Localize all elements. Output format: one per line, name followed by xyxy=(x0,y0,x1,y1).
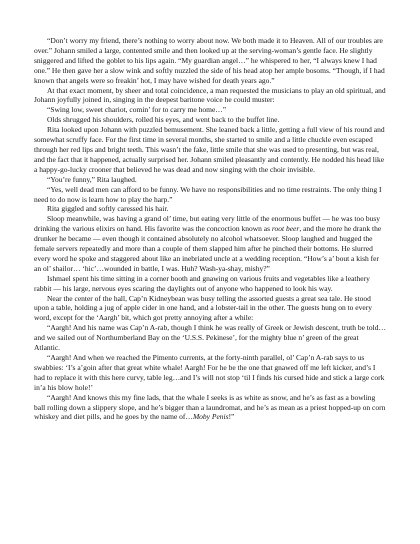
paragraph: “You’re funny,” Rita laughed. xyxy=(47,174,137,184)
paragraph: “Yes, well dead men can afford to be funny. We have no responsibilities and no time restraints. The only thing I need to do now is learn how to play the harp.” xyxy=(34,184,382,204)
paragraph: Ishmael spent his time sitting in a corner booth and gnawing on various fruits and vegetables like a leathery rabbit — his large, nervous eyes scaring the daylights out of anyone who happened to look his way. xyxy=(34,273,370,293)
paragraph: “Don’t worry my friend, there’s nothing to worry about now. We both made it to Heaven. All of our troubles are over.” Johann smiled a large, contented smile and then looked up at the serving-woman’s gentle face. He slightly sniggered and lifted the goblet to his lips again. “My guardian angel…” he whispered to her, “I always knew I had one.” He then gave her a slow wink and softly nuzzled the side of his head atop her ample bosoms. “Though, if I had known that angels were so freakin’ hot, I may have wished for death years ago.” xyxy=(34,36,385,85)
song-lyric: “Swing low, sweet chariot, comin’ for to carry me home…” xyxy=(47,105,227,115)
paragraph-text: , and the more he drank the drunker he became — even though it contained absolutely no alcohol whatsoever. Sloop laughed and hugged the female servers repeatedly and more than a couple of them slapped him after he pinched their bottoms. He slurred every word he spoke and staggered about like an inebriated uncle at a wedding reception. “How’s a’ bout a kish fer an ol’ shailor… ‘hic’…wounded in battle, I was. Huh? Wash-ya-shay, mishy?” xyxy=(34,224,382,273)
emphasis-text: root beer xyxy=(271,224,300,234)
paragraph: Rita looked upon Johann with puzzled bemusement. She leaned back a little, getting a full view of his round and somewhat scruffy face. For the first time in several months, she started to smile and a little chuckle even escaped through her red lips and bright teeth. This wasn’t the fake, little smile that she was used to presenting, but was real, and the fact that it happened, actually surprised her. Johann smiled pleasantly and contently. He nodded his head like a happy-go-lucky crooner that believed he was dead and now singing with the choir invisible. xyxy=(34,125,385,174)
paragraph-text: !” xyxy=(228,412,235,422)
document-page xyxy=(34,36,386,422)
emphasis-text: Moby Penis xyxy=(192,412,229,422)
paragraph: Rita giggled and softly caressed his hair. xyxy=(47,204,169,214)
paragraph: At that exact moment, by sheer and total coincidence, a man requested the musicians to play an old spiritual, and Johann joyfully joined in, singing in the deepest baritone voice he could muster: xyxy=(34,85,386,105)
paragraph xyxy=(34,393,386,423)
paragraph: Olds shrugged his shoulders, rolled his eyes, and went back to the buffet line. xyxy=(47,115,280,125)
paragraph: “Aargh! And his name was Cap’n A-rab, though I think he was really of Greek or Jewish descent, truth be told…and we sailed out of Northumberland Bay on the ‘U.S.S. Pekinese’, for the mighty blue n’ green of the great Atlantic. xyxy=(34,323,386,353)
paragraph xyxy=(34,214,386,273)
paragraph-text: Sloop meanwhile, was having a grand ol’ time, but eating very little of the enormous buffet — he was too busy drinking the various elixirs on hand. His favorite was the concoction known as xyxy=(34,214,380,234)
paragraph: Near the center of the hall, Cap’n Kidneybean was busy telling the assorted guests a great sea tale. He stood upon a table, holding a jug of apple cider in one hand, and a lobster-tail in the other. The guests hung on to every word, except for the ‘Aargh’ bit, which got pretty annoying after a while: xyxy=(34,293,372,323)
paragraph: “Aargh! And when we reached the Pimento currents, at the forty-ninth parallel, ol’ Cap’n A-rab says to us swabbies: ‘I’s a’goin after that great white whale! Aargh! For he be the one that gnawed off me left kicker, and’s I had to replace it with this here curvy, table leg…and I’s will not stop ‘til I finds his cursed hide and stick a large cork in’a his blow hole!’ xyxy=(34,353,385,392)
paragraph-text: “Aargh! And knows this my fine lads, that the whale I seeks is as white as snow, and he’s as fast as a bowling ball rolling down a slippery slope, and he’s bigger than a laundromat, and he’s as mean as a priest hopped-up on corn whiskey and diet pills, and he goes by the name of… xyxy=(34,392,386,422)
